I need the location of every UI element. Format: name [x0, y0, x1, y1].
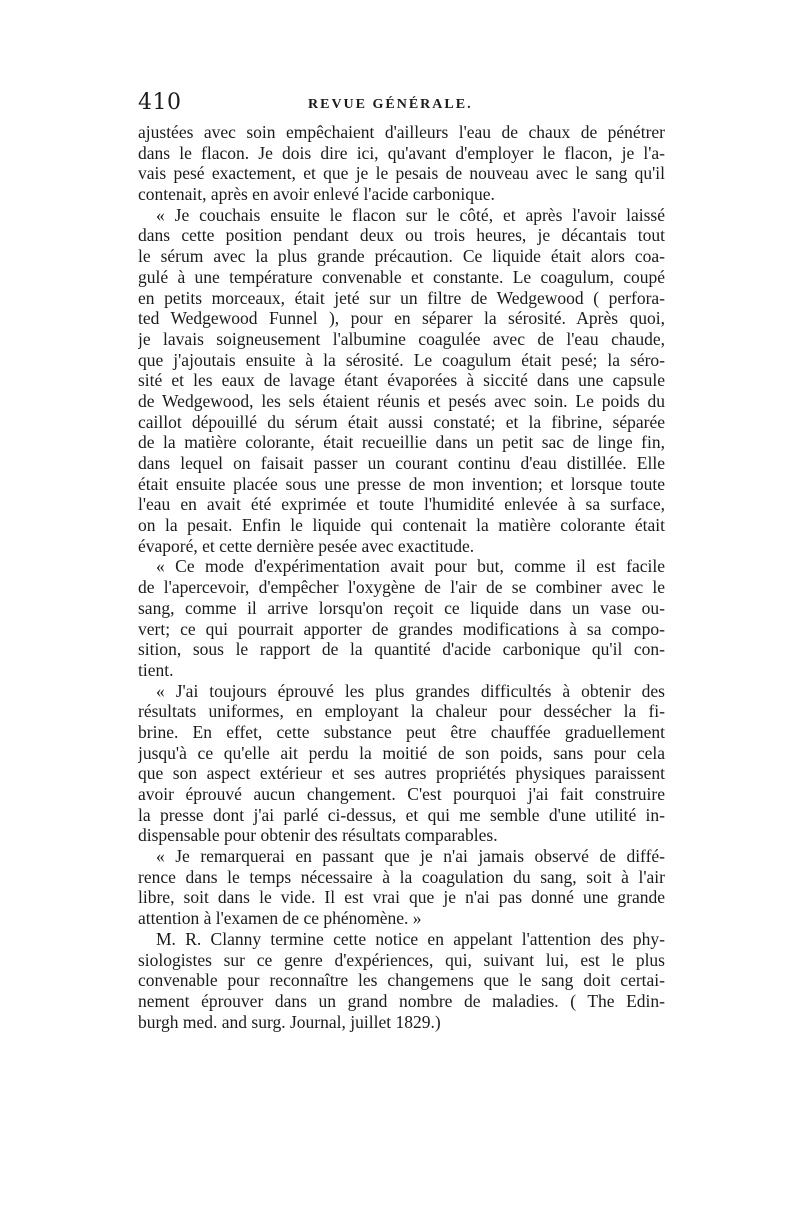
text-line: ted Wedgewood Funnel ), pour en séparer la sérosité. Après quoi,	[138, 308, 665, 329]
running-head: REVUE GÉNÉRALE.	[308, 97, 473, 112]
text-line: siologistes sur ce genre d'expériences, qui, suivant lui, est le plus	[138, 949, 665, 970]
text-line: que j'ajoutais ensuite à la sérosité. Le coagulum était pesé; la séro-	[138, 349, 665, 370]
text-line: avoir éprouvé aucun changement. C'est pourquoi j'ai fait construire	[138, 784, 665, 804]
text-line: l'eau en avait été exprimée et toute l'humidité enlevée à sa surface,	[138, 494, 665, 515]
text-line: libre, soit dans le vide. Il est vrai que je n'ai pas donné une grande	[138, 887, 665, 908]
text-line: la presse dont j'ai parlé ci-dessus, et qui me semble d'une utilité in-	[138, 804, 665, 825]
text-line: dans lequel on faisait passer un courant continu d'eau distillée. Elle	[138, 453, 665, 473]
text-line: de l'apercevoir, d'empêcher l'oxygène de l'air de se combiner avec le	[138, 577, 665, 598]
text-line: sang, comme il arrive lorsqu'on reçoit ce liquide dans un vase ou-	[138, 597, 665, 618]
text-line: caillot dépouillé du sérum était aussi constaté; et la fibrine, séparée	[138, 411, 665, 432]
text-line: résultats uniformes, en employant la chaleur pour dessécher la fi-	[138, 701, 665, 722]
text-line: dispensable pour obtenir des résultats comparables.	[138, 825, 498, 846]
text-line: ajustées avec soin empêchaient d'ailleurs l'eau de chaux de pénétrer	[138, 122, 665, 142]
text-line: convenable pour reconnaître les changemens que le sang doit certai-	[138, 970, 665, 991]
text-line: jusqu'à ce qu'elle ait perdu la moitié de son poids, sans pour cela	[138, 742, 665, 763]
text-line: « Je couchais ensuite le flacon sur le côté, et après l'avoir laissé	[156, 204, 665, 225]
text-line: dans cette position pendant deux ou trois heures, je décantais tout	[138, 225, 665, 246]
text-line: nement éprouver dans un grand nombre de maladies. ( The Edin-	[138, 990, 665, 1011]
text-line: M. R. Clanny termine cette notice en appelant l'attention des phy-	[156, 928, 665, 949]
text-line: dans le flacon. Je dois dire ici, qu'avant d'employer le flacon, je l'a-	[138, 142, 665, 163]
text-line: gulé à une température convenable et constante. Le coagulum, coupé	[138, 266, 665, 287]
paragraph	[138, 556, 665, 680]
text-line: sition, sous le rapport de la quantité d'acide carbonique qu'il con-	[138, 639, 665, 660]
text-line: de Wedgewood, les sels étaient réunis et pesés avec soin. Le poids du	[138, 390, 665, 411]
text-line: tient.	[138, 659, 174, 680]
text-line: de la matière colorante, était recueillie dans un petit sac de linge fin,	[138, 432, 665, 453]
page-header	[138, 90, 665, 120]
text-line: vais pesé exactement, et que je le pesais de nouveau avec le sang qu'il	[138, 163, 665, 184]
text-line: rence dans le temps nécessaire à la coagulation du sang, soit à l'air	[138, 866, 665, 887]
paragraph	[138, 681, 665, 847]
text-line: en petits morceaux, était jeté sur un filtre de Wedgewood ( perfora-	[138, 287, 665, 308]
text-line: brine. En effet, cette substance peut être chauffée graduellement	[138, 721, 665, 742]
text-line: le sérum avec la plus grande précaution. Ce liquide était alors coa-	[138, 246, 665, 267]
text-line: évaporé, et cette dernière pesée avec exactitude.	[138, 535, 475, 556]
paragraph	[138, 929, 665, 1032]
text-line: sité et les eaux de lavage étant évaporées à siccité dans une capsule	[138, 370, 665, 391]
paragraph	[138, 205, 665, 557]
page-number: 410	[138, 90, 182, 115]
text-line: on la pesait. Enfin le liquide qui contenait la matière colorante était	[138, 515, 665, 536]
text-line: attention à l'examen de ce phénomène. »	[138, 908, 422, 929]
text-line: était ensuite placée sous une presse de mon invention; et lorsque toute	[138, 473, 665, 494]
paragraph	[138, 846, 665, 929]
text-line: « Ce mode d'expérimentation avait pour but, comme il est facile	[156, 556, 665, 577]
text-line: je lavais soigneusement l'albumine coagulée avec de l'eau chaude,	[138, 328, 665, 349]
text-line: « Je remarquerai en passant que je n'ai jamais observé de diffé-	[156, 846, 665, 867]
text-line: contenait, après en avoir enlevé l'acide carbonique.	[138, 184, 495, 205]
text-line: que son aspect extérieur et ses autres propriétés physiques paraissent	[138, 763, 665, 784]
text-line: « J'ai toujours éprouvé les plus grandes difficultés à obtenir des	[156, 680, 665, 701]
paragraph	[138, 122, 665, 205]
body-text	[138, 122, 665, 1032]
text-line: vert; ce qui pourrait apporter de grandes modifications à sa compo-	[138, 618, 665, 639]
text-line: burgh med. and surg. Journal, juillet 1829.)	[138, 1011, 441, 1032]
